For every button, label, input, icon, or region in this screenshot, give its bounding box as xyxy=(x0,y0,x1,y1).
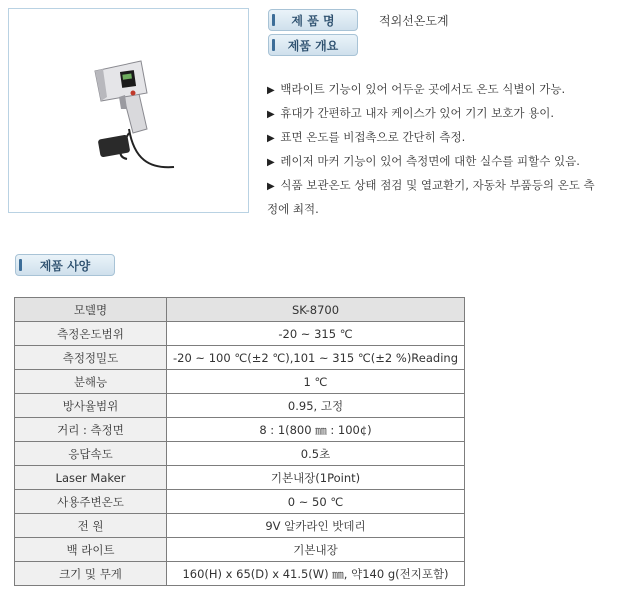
spec-label: 측정정밀도 xyxy=(15,346,167,370)
table-row xyxy=(15,466,465,490)
product-overview-label-text: 제품 개요 xyxy=(287,38,339,53)
spec-value: -20 ~ 100 ℃(±2 ℃),101 ~ 315 ℃(±2 %)Reading xyxy=(167,346,465,370)
product-photo-frame xyxy=(8,8,249,213)
product-name-label-text: 제 품 명 xyxy=(291,13,335,28)
spec-label: 모델명 xyxy=(15,298,167,322)
table-row xyxy=(15,490,465,514)
spec-value: 0.5초 xyxy=(167,442,465,466)
spec-value: 기본내장(1Point) xyxy=(167,466,465,490)
spec-value: 8 : 1(800 ㎜ : 100¢) xyxy=(167,418,465,442)
spec-value: 0.95, 고정 xyxy=(167,394,465,418)
spec-label: 거리 : 측정면 xyxy=(15,418,167,442)
feature-item xyxy=(267,102,597,126)
triangle-bullet-icon: ▶ xyxy=(267,109,275,120)
spec-section-label xyxy=(15,254,115,276)
spec-label: 응답속도 xyxy=(15,442,167,466)
table-row xyxy=(15,370,465,394)
product-name-label xyxy=(268,9,358,31)
table-row xyxy=(15,322,465,346)
table-row xyxy=(15,394,465,418)
spec-label: 백 라이트 xyxy=(15,538,167,562)
table-row xyxy=(15,538,465,562)
spec-value: -20 ~ 315 ℃ xyxy=(167,322,465,346)
spec-label: 사용주변온도 xyxy=(15,490,167,514)
product-name-value: 적외선온도계 xyxy=(379,14,449,28)
spec-table xyxy=(14,297,465,586)
triangle-bullet-icon: ▶ xyxy=(267,157,275,168)
feature-text: 백라이트 기능이 있어 어두운 곳에서도 온도 식별이 가능. xyxy=(280,82,566,96)
spec-label: 크기 및 무게 xyxy=(15,562,167,586)
table-row xyxy=(15,514,465,538)
table-row xyxy=(15,442,465,466)
spec-label: 전 원 xyxy=(15,514,167,538)
triangle-bullet-icon: ▶ xyxy=(267,133,275,144)
triangle-bullet-icon: ▶ xyxy=(267,181,275,192)
spec-section-label-text: 제품 사양 xyxy=(39,258,91,273)
feature-item xyxy=(267,126,597,150)
spec-value: SK-8700 xyxy=(167,298,465,322)
table-row xyxy=(15,298,465,322)
infrared-thermometer-image xyxy=(9,9,248,212)
spec-value: 0 ~ 50 ℃ xyxy=(167,490,465,514)
spec-label: 분해능 xyxy=(15,370,167,394)
spec-label: Laser Maker xyxy=(15,466,167,490)
spec-value: 160(H) x 65(D) x 41.5(W) ㎜, 약140 g(전지포함) xyxy=(167,562,465,586)
table-row xyxy=(15,346,465,370)
spec-value: 9V 알카라인 밧데리 xyxy=(167,514,465,538)
table-row xyxy=(15,418,465,442)
feature-item xyxy=(267,174,597,220)
spec-value: 1 ℃ xyxy=(167,370,465,394)
product-overview-label xyxy=(268,34,358,56)
triangle-bullet-icon: ▶ xyxy=(267,85,275,96)
feature-item xyxy=(267,150,597,174)
table-row xyxy=(15,562,465,586)
spec-value: 기본내장 xyxy=(167,538,465,562)
spec-label: 방사율범위 xyxy=(15,394,167,418)
feature-text: 휴대가 간편하고 내자 케이스가 있어 기기 보호가 용이. xyxy=(280,106,554,120)
feature-list xyxy=(267,78,597,220)
feature-item xyxy=(267,78,597,102)
spec-label: 측정온도범위 xyxy=(15,322,167,346)
feature-text: 표면 온도를 비접촉으로 간단히 측정. xyxy=(280,130,466,144)
feature-text: 식품 보관온도 상태 점검 및 열교환기, 자동차 부품등의 온도 측정에 최적. xyxy=(267,178,595,216)
feature-text: 레이저 마커 기능이 있어 측정면에 대한 실수를 피할수 있음. xyxy=(280,154,580,168)
